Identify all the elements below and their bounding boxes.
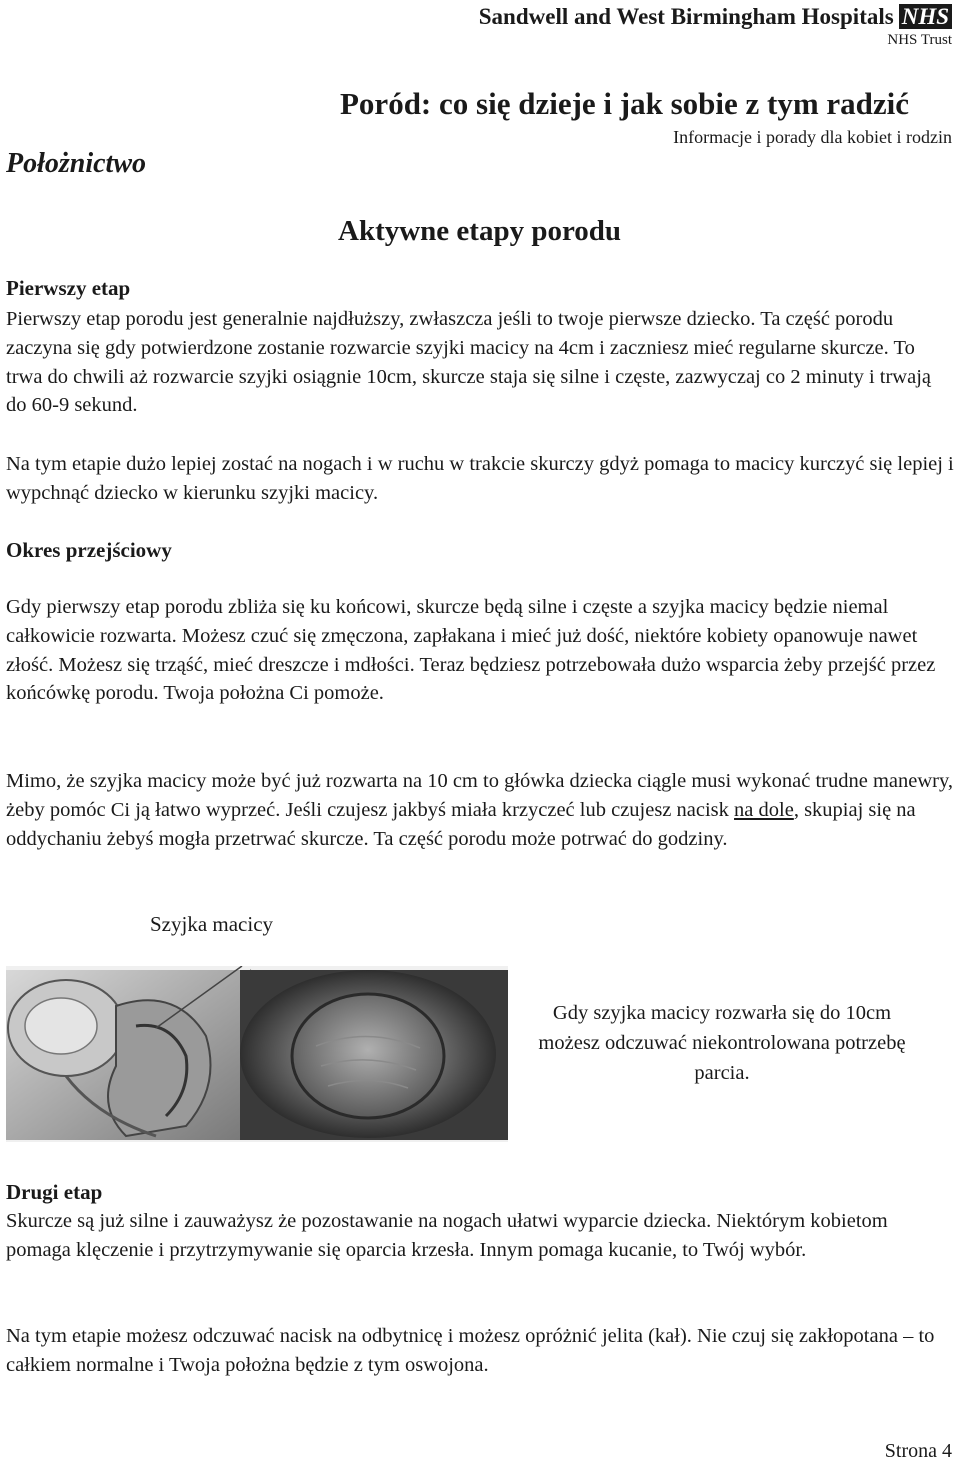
- transition-heading: Okres przejściowy: [6, 538, 172, 562]
- paragraph-text: , skupiaj się na oddychaniu żebyś mogła przetrwać skurcze. Ta część porodu może potrwać do godziny.: [6, 798, 916, 850]
- department-label: Położnictwo: [6, 148, 147, 179]
- second-stage-paragraph-2: Na tym etapie możesz odczuwać nacisk na odbytnicę i możesz opróżnić jelita (kał). Nie czuj się zakłopotana – to całkiem normalne i Twoja położna będzie z tym oswojona.: [6, 1325, 935, 1376]
- underlined-text: na dole: [734, 798, 794, 821]
- document-title: Poród: co się dzieje i jak sobie z tym radzić: [340, 86, 910, 121]
- paragraph-text: Mimo, że szyjka macicy może być już rozwarta na 10 cm to główka dziecka ciągle musi wykonać trudne manewry, żeby pomóc Ci ją łatwo wyprzeć. Jeśli czujesz jakbyś miała krzyczeć lub czujesz nacisk: [6, 770, 954, 821]
- organization-name: Sandwell and West Birmingham Hospitals: [478, 4, 894, 29]
- nhs-logo: NHS: [899, 4, 952, 29]
- anatomy-cross-section: [6, 970, 240, 1140]
- section-title: Aktywne etapy porodu: [338, 215, 622, 247]
- document-subtitle: Informacje i porady dla kobiet i rodzin: [673, 127, 952, 147]
- organization-header: [479, 4, 952, 30]
- page-number: Strona 4: [884, 1440, 952, 1462]
- cervix-closeup: [240, 970, 508, 1140]
- figure-caption: Gdy szyjka macicy rozwarła się do 10cm możesz odczuwać niekontrolowana potrzebę parcia.: [538, 1002, 906, 1084]
- cervix-illustration: [6, 966, 508, 1142]
- first-stage-paragraph-2: Na tym etapie dużo lepiej zostać na nogach i w ruchu w trakcie skurczy gdyż pomaga to macicy kurczyć się lepiej i wypchnąć dziecko w kierunku szyjki macicy.: [6, 453, 954, 504]
- first-stage-heading: Pierwszy etap: [6, 276, 131, 300]
- first-stage-paragraph-1: Pierwszy etap porodu jest generalnie najdłuższy, zwłaszcza jeśli to twoje pierwsze dziecko. Ta część porodu zaczyna się gdy potwierdzone zostanie rozwarcie szyjki macicy na 4cm i zaczniesz mieć regularne skurcze. To trwa do chwili aż rozwarcie szyjki osiągnie 10cm, skurcze staja się silne i częste, zazwyczaj co 2 minuty i trwają do 60-9 sekund.: [6, 308, 931, 417]
- trust-label: NHS Trust: [887, 32, 952, 48]
- transition-paragraph-1: Gdy pierwszy etap porodu zbliża się ku końcowi, skurcze będą silne i częste a szyjka macicy będzie niemal całkowicie rozwarta. Możesz czuć się zmęczona, zapłakana i mieć już dość, niektóre kobiety opanowuje nawet złość. Możesz się trząść, mieć dreszcze i mdłości. Teraz będziesz potrzebowała dużo wsparcia żeby przejść przez końcówkę porodu. Twoja położna Ci pomoże.: [6, 596, 936, 705]
- second-stage-heading: Drugi etap: [6, 1180, 103, 1204]
- figure-label: Szyjka macicy: [150, 912, 274, 936]
- transition-paragraph-2: [6, 767, 954, 853]
- second-stage-paragraph-1: Skurcze są już silne i zauważysz że pozostawanie na nogach ułatwi wyparcie dziecka. Niektórym kobietom pomaga klęczenie i przytrzymywanie się oparcia krzesła. Innym pomaga kucanie, to Twój wybór.: [6, 1210, 888, 1261]
